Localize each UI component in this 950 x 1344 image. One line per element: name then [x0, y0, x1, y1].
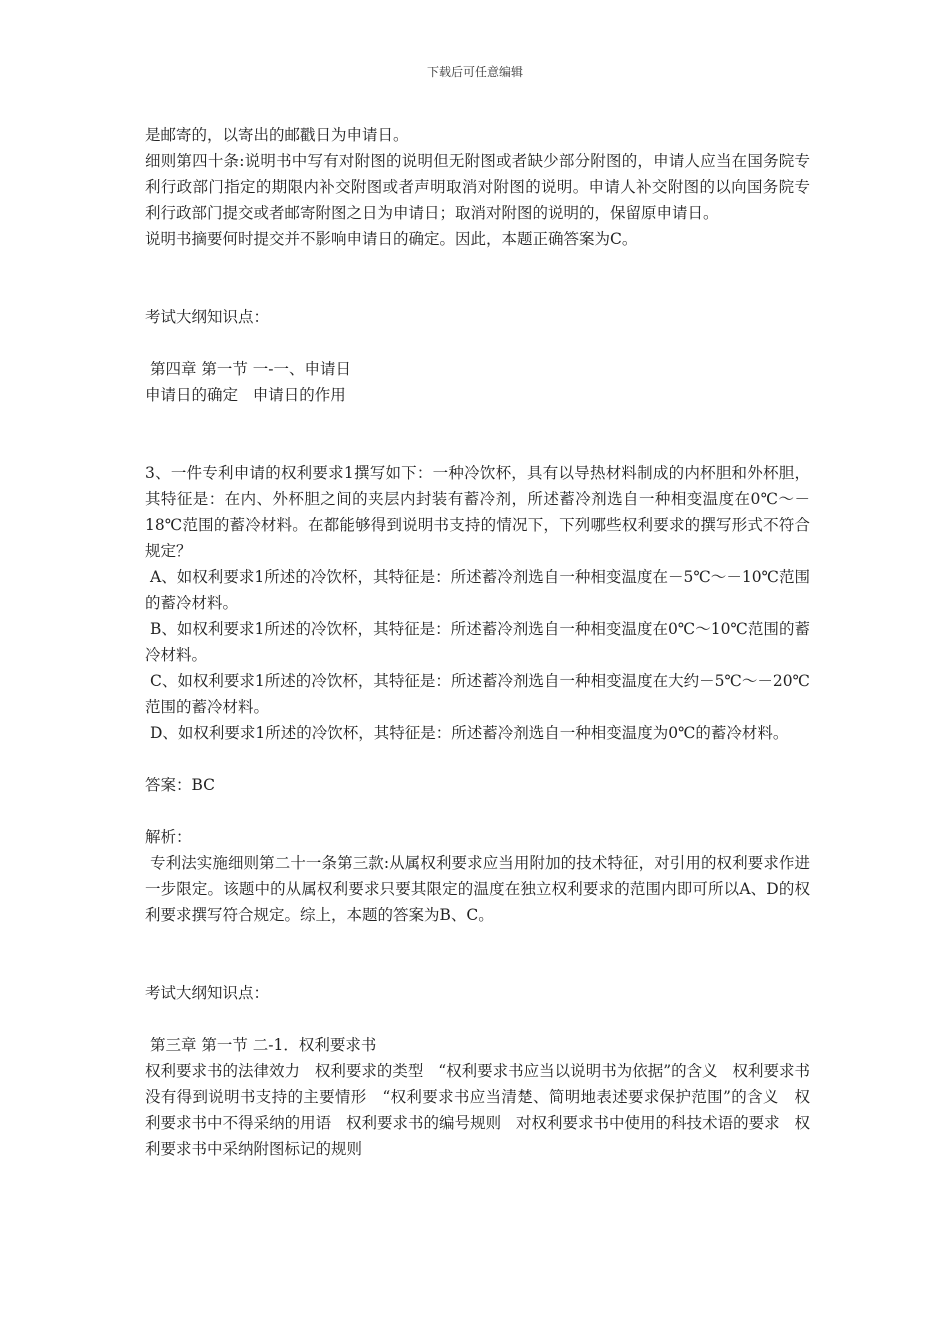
answer: 答案：BC — [145, 776, 216, 794]
option-c: C、如权利要求1所述的冷饮杯，其特征是：所述蓄冷剂选自一种相变温度在大约－5℃～－20℃范围的蓄冷材料。 — [145, 672, 810, 716]
analysis-title: 解析： — [145, 828, 192, 846]
option-b: B、如权利要求1所述的冷饮杯，其特征是：所述蓄冷剂选自一种相变温度在0℃～10℃范围的蓄冷材料。 — [145, 620, 810, 664]
outline-title: 考试大纲知识点： — [145, 984, 270, 1002]
page-header: 下载后可任意编辑 — [426, 65, 523, 79]
continuation-line: 是邮寄的，以寄出的邮戳日为申请日。 — [145, 126, 409, 144]
outline-title: 考试大纲知识点： — [145, 308, 270, 326]
outline-points: 权利要求书的法律效力 权利要求的类型 “权利要求书应当以说明书为依据”的含义 权利要求书没有得到说明书支持的主要情形 “权利要求书应当清楚、简明地表述要求保护范围”的含义 权利要求书中不得采纳的用语 权利要求书的编号规则 对权利要求书中使用的科技术语的要求 权利要求书中采纳附图标记的规则 — [145, 1062, 810, 1158]
outline-points: 申请日的确定 申请日的作用 — [145, 386, 346, 404]
option-d: D、如权利要求1所述的冷饮杯，其特征是：所述蓄冷剂选自一种相变温度为0℃的蓄冷材料。 — [145, 724, 789, 742]
outline-chapter: 第三章 第一节 二-1．权利要求书 — [145, 1036, 377, 1054]
question-stem: 3、一件专利申请的权利要求1撰写如下：一种冷饮杯，具有以导热材料制成的内杯胆和外杯胆，其特征是：在内、外杯胆之间的夹层内封装有蓄冷剂，所述蓄冷剂选自一种相变温度在0℃～－18℃范围的蓄冷材料。在都能够得到说明书支持的情况下，下列哪些权利要求的撰写形式不符合规定？ — [145, 464, 810, 560]
conclusion-paragraph: 说明书摘要何时提交并不影响申请日的确定。因此，本题正确答案为C。 — [145, 230, 638, 248]
analysis-text: 专利法实施细则第二十一条第三款:从属权利要求应当用附加的技术特征，对引用的权利要求作进一步限定。该题中的从属权利要求只要其限定的温度在独立权利要求的范围内即可所以A、D的权利要求撰写符合规定。综上，本题的答案为B、C。 — [145, 854, 810, 924]
outline-chapter: 第四章 第一节 一-一、申请日 — [145, 360, 352, 378]
document-body — [145, 122, 810, 1162]
option-a: A、如权利要求1所述的冷饮杯，其特征是：所述蓄冷剂选自一种相变温度在－5℃～－10℃范围的蓄冷材料。 — [145, 568, 810, 612]
rule-40-paragraph: 细则第四十条:说明书中写有对附图的说明但无附图或者缺少部分附图的，申请人应当在国务院专利行政部门指定的期限内补交附图或者声明取消对附图的说明。申请人补交附图的以向国务院专利行政部门提交或者邮寄附图之日为申请日；取消对附图的说明的，保留原申请日。 — [145, 152, 810, 222]
